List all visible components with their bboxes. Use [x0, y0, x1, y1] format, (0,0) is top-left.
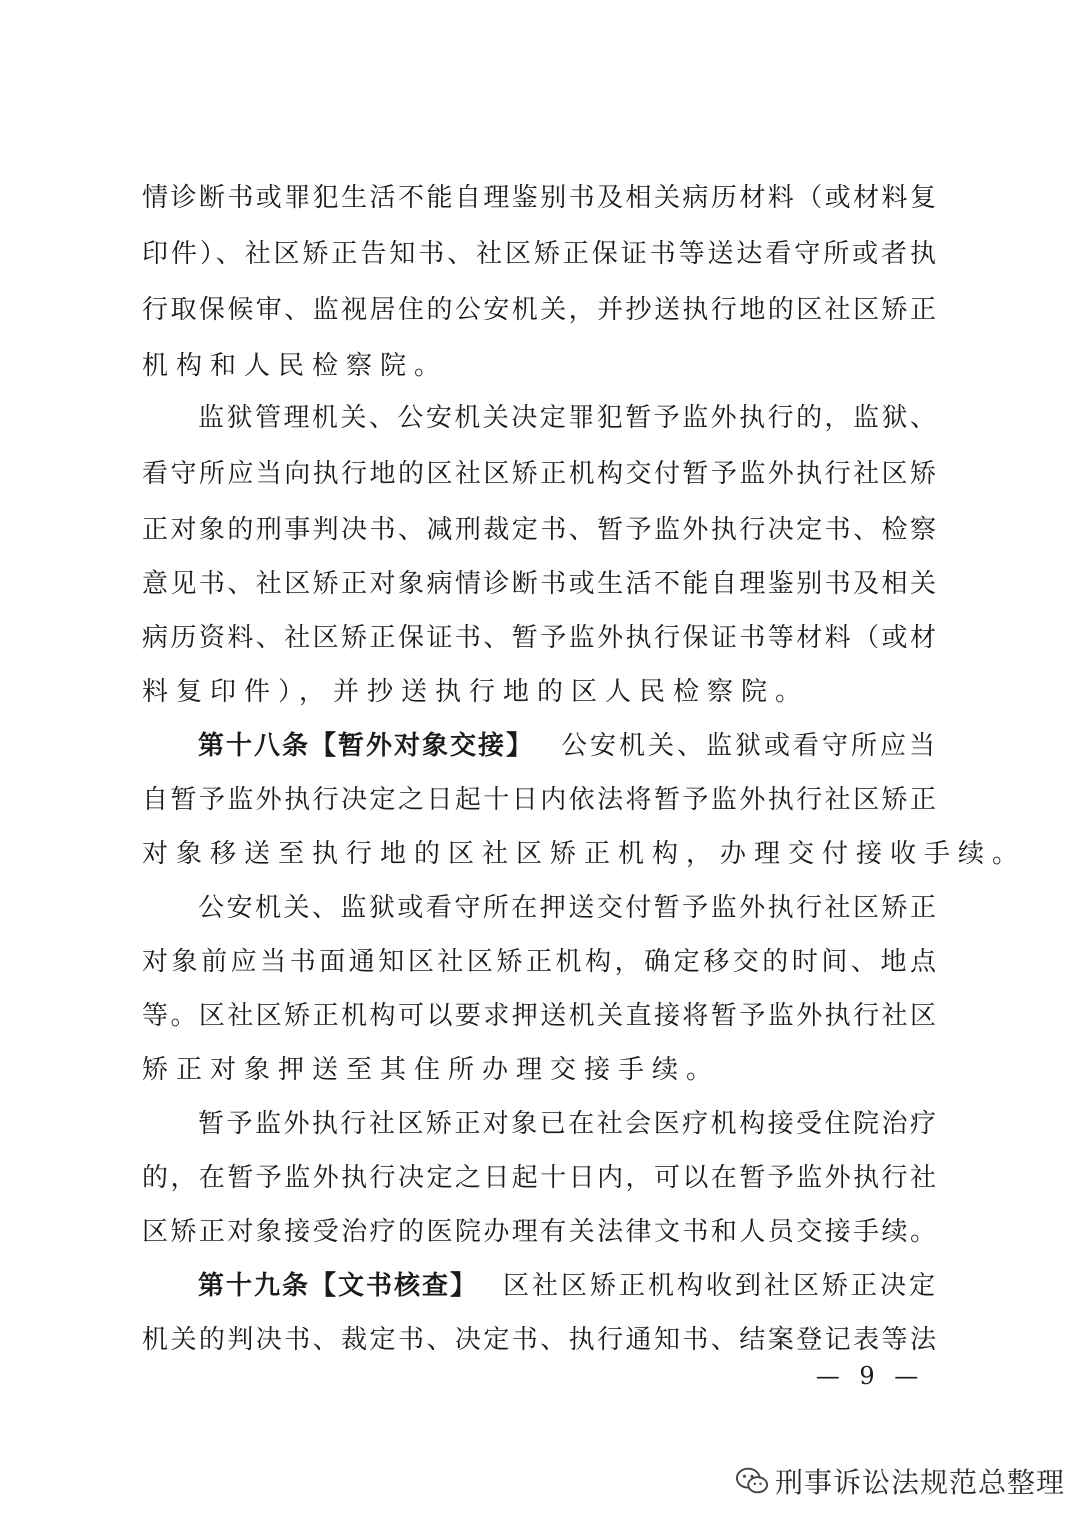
body-line: 监狱管理机关、公安机关决定罪犯暂予监外执行的，监狱、	[198, 403, 938, 433]
body-line: 公安机关、监狱或看守所在押送交付暂予监外执行社区矫正	[198, 893, 938, 923]
body-line: 正对象的刑事判决书、减刑裁定书、暂予监外执行决定书、检察	[142, 515, 938, 545]
article-19-line	[198, 1258, 938, 1314]
wechat-icon	[735, 1465, 769, 1497]
body-line: 对象移送至执行地的区社区矫正机构，办理交付接收手续。	[142, 839, 1027, 869]
watermark	[735, 1458, 1065, 1504]
body-line: 情诊断书或罪犯生活不能自理鉴别书及相关病历材料（或材料复	[142, 183, 938, 213]
body-line: 印件）、社区矫正告知书、社区矫正保证书等送达看守所或者执	[142, 239, 938, 269]
article-18-text: 公安机关、监狱或看守所应当	[560, 731, 938, 761]
body-line: 看守所应当向执行地的区社区矫正机构交付暂予监外执行社区矫	[142, 459, 938, 489]
body-line: 区矫正对象接受治疗的医院办理有关法律文书和人员交接手续。	[142, 1217, 938, 1247]
article-19-heading: 第十九条【文书核查】	[198, 1271, 479, 1301]
body-line: 矫正对象押送至其住所办理交接手续。	[142, 1055, 721, 1085]
body-line: 料复印件），并抄送执行地的区人民检察院。	[142, 677, 810, 707]
body-line: 机关的判决书、裁定书、决定书、执行通知书、结案登记表等法	[142, 1325, 938, 1355]
body-line: 暂予监外执行社区矫正对象已在社会医疗机构接受住院治疗	[198, 1109, 938, 1139]
body-line: 意见书、社区矫正对象病情诊断书或生活不能自理鉴别书及相关	[142, 569, 938, 599]
body-line: 行取保候审、监视居住的公安机关，并抄送执行地的区社区矫正	[142, 295, 938, 325]
page-number: — 9 —	[815, 1362, 925, 1390]
body-line: 自暂予监外执行决定之日起十日内依法将暂予监外执行社区矫正	[142, 785, 938, 815]
body-line: 的，在暂予监外执行决定之日起十日内，可以在暂予监外执行社	[142, 1163, 938, 1193]
body-line: 等。区社区矫正机构可以要求押送机关直接将暂予监外执行社区	[142, 1001, 938, 1031]
body-line: 机构和人民检察院。	[142, 351, 449, 381]
body-line: 病历资料、社区矫正保证书、暂予监外执行保证书等材料（或材	[142, 623, 938, 653]
article-18-heading: 第十八条【暂外对象交接】	[198, 731, 535, 761]
article-18-line	[198, 718, 938, 774]
body-line: 对象前应当书面通知区社区矫正机构，确定移交的时间、地点	[142, 947, 938, 977]
watermark-text: 刑事诉讼法规范总整理	[774, 1466, 1065, 1499]
article-19-text: 区社区矫正机构收到社区矫正决定	[502, 1271, 938, 1301]
